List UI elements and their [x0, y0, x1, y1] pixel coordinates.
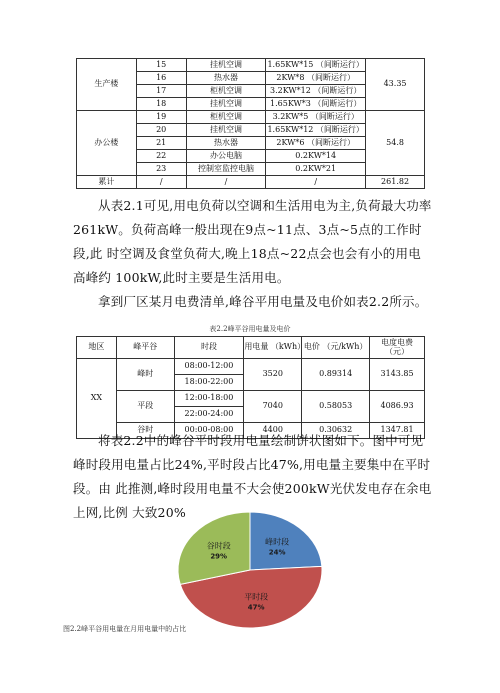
paragraph-bill-intro: 拿到厂区某月电费清单,峰谷平用电量及电价如表2.2所示。: [98, 294, 428, 309]
price-cell: 0.30632: [302, 423, 370, 439]
tariff-table: [76, 336, 425, 439]
equipment-spec: 3.2KW*12 （间断运行）: [266, 85, 366, 98]
equipment-name: 热水器: [186, 72, 266, 85]
usage-cell: 3520: [244, 359, 302, 391]
footer-slash: /: [136, 176, 186, 189]
equipment-name: 控制室监控电脑: [186, 163, 266, 176]
equipment-name: 柜机空调: [186, 85, 266, 98]
table-row: [77, 111, 425, 124]
equipment-spec: 1.65KW*3 （间断运行）: [266, 98, 366, 111]
footer-total: 261.82: [366, 176, 425, 189]
group-cell: 生产楼: [77, 59, 137, 111]
time-cell: 22:00-24:00: [174, 407, 244, 423]
row-number: 16: [136, 72, 186, 85]
header-time: 时段: [174, 337, 244, 359]
time-cell: 12:00-18:00: [174, 391, 244, 407]
equipment-name: 热水器: [186, 137, 266, 150]
equipment-name: 办公电脑: [186, 150, 266, 163]
equipment-spec: 2KW*8 （间断运行）: [266, 72, 366, 85]
paragraph-load-analysis: 从表2.1可见,用电负荷以空调和生活用电为主,负荷最大功率261kW。负荷高峰一般出现在9点~11点、3点~5点的工作时段,此 时空调及食堂负荷大,晚上18点~22点会也会有小的用电高峰约 100kW,此时主要是生活用电。: [73, 198, 432, 285]
table-header-row: [77, 337, 425, 359]
load-table: [76, 58, 425, 189]
fee-cell: 4086.93: [370, 391, 425, 423]
pie-label-valley: 谷时段: [206, 541, 231, 551]
group-cell: 办公楼: [77, 111, 137, 176]
table-row: [77, 391, 425, 407]
equipment-name: 挂机空调: [186, 124, 266, 137]
usage-cell: 4400: [244, 423, 302, 439]
row-number: 17: [136, 85, 186, 98]
equipment-spec: 1.65KW*12 （间断运行）: [266, 124, 366, 137]
equipment-spec: 0.2KW*21: [266, 163, 366, 176]
fee-cell: 1347.81: [370, 423, 425, 439]
equipment-spec: 3.2KW*5 （间断运行）: [266, 111, 366, 124]
pie-value-flat: 47%: [247, 603, 265, 612]
header-usage: 用电量 （kWh）: [244, 337, 302, 359]
row-number: 19: [136, 111, 186, 124]
header-region: 地区: [77, 337, 117, 359]
table-footer-row: [77, 176, 425, 189]
pie-value-peak: 24%: [268, 548, 286, 557]
row-number: 15: [136, 59, 186, 72]
pie-label-flat: 平时段: [244, 592, 269, 602]
footer-slash: /: [186, 176, 266, 189]
row-number: 21: [136, 137, 186, 150]
table-row: [77, 59, 425, 72]
row-number: 23: [136, 163, 186, 176]
equipment-name: 挂机空调: [186, 59, 266, 72]
time-cell: 00:00-08:00: [174, 423, 244, 439]
equipment-name: 挂机空调: [186, 98, 266, 111]
group-total: 43.35: [366, 59, 425, 111]
equipment-name: 柜机空调: [186, 111, 266, 124]
header-period: 峰平谷: [116, 337, 174, 359]
row-number: 22: [136, 150, 186, 163]
header-price: 电价 （元/kWh）: [302, 337, 370, 359]
header-fee: 电度电费 （元）: [370, 337, 425, 359]
pie-label-peak: 峰时段: [265, 537, 290, 547]
price-cell: 0.58053: [302, 391, 370, 423]
time-cell: 18:00-22:00: [174, 375, 244, 391]
usage-cell: 7040: [244, 391, 302, 423]
table-row: [77, 359, 425, 375]
figure-caption: 图2.2峰平谷用电量在月用电量中的占比: [63, 625, 187, 633]
usage-pie-chart: [170, 510, 330, 630]
footer-slash: /: [266, 176, 366, 189]
row-number: 18: [136, 98, 186, 111]
footer-label: 累计: [77, 176, 137, 189]
period-cell: 平段: [116, 391, 174, 423]
period-cell: 谷时: [116, 423, 174, 439]
table-caption: 表2.2峰平谷用电量及电价: [209, 325, 291, 333]
equipment-spec: 0.2KW*14: [266, 150, 366, 163]
equipment-spec: 1.65KW*15 （间断运行）: [266, 59, 366, 72]
fee-cell: 3143.85: [370, 359, 425, 391]
region-cell: XX: [77, 359, 117, 439]
pie-value-valley: 29%: [210, 552, 228, 561]
paragraph-pie-description: 将表2.2中的峰谷平时段用电量绘制饼状图如下。图中可见峰时段用电量占比24%,平时段占比47%,用电量主要集中在平时段。由 此推测,峰时段用电量不大会使200kW光伏发电存在余电上网,比例 大致20%: [73, 433, 432, 520]
time-cell: 08:00-12:00: [174, 359, 244, 375]
price-cell: 0.89314: [302, 359, 370, 391]
group-total: 54.8: [366, 111, 425, 176]
equipment-spec: 2KW*6 （间断运行）: [266, 137, 366, 150]
period-cell: 峰时: [116, 359, 174, 391]
row-number: 20: [136, 124, 186, 137]
